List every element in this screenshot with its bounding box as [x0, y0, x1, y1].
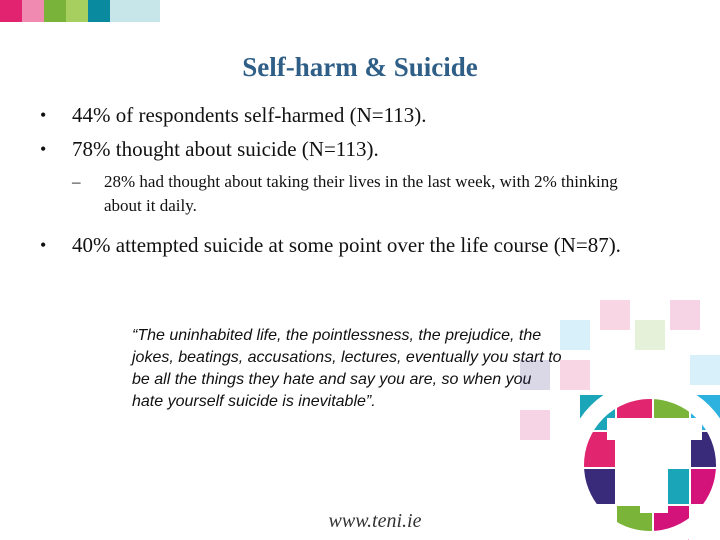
decorative-color-bar — [0, 0, 160, 22]
color-square — [66, 0, 88, 22]
bullet-list — [40, 98, 640, 262]
bullet-item — [40, 98, 640, 132]
bullet-text: 44% of respondents self-harmed (N=113). — [72, 103, 427, 127]
color-square — [44, 0, 66, 22]
bullet-icon: • — [40, 235, 47, 255]
dash-icon: – — [72, 172, 81, 191]
bullet-icon: • — [40, 105, 47, 125]
color-square — [110, 0, 160, 22]
bullet-item — [40, 132, 640, 166]
slide-title: Self-harm & Suicide — [242, 52, 478, 82]
color-square — [88, 0, 110, 22]
bullet-text: 78% thought about suicide (N=113). — [72, 137, 379, 161]
quote-text: “The uninhabited life, the pointlessness, the prejudice, the jokes, beatings, accusations, lectures, eventually you start to be all the things they hate and say you are, so when you hate yourself suicide is inevitable”. — [132, 327, 562, 410]
color-square — [0, 0, 22, 22]
decorative-mosaic — [460, 300, 720, 540]
sub-bullet-text: 28% had thought about taking their lives in the last week, with 2% thinking about it daily. — [104, 172, 618, 215]
teni-t-logo-icon — [575, 390, 720, 540]
bullet-item — [40, 228, 632, 262]
color-square — [22, 0, 44, 22]
footer-url[interactable]: www.teni.ie — [328, 510, 422, 532]
sub-bullet-item — [72, 170, 640, 218]
bullet-icon: • — [40, 139, 47, 159]
bullet-text: 40% attempted suicide at some point over the life course (N=87). — [72, 233, 621, 257]
